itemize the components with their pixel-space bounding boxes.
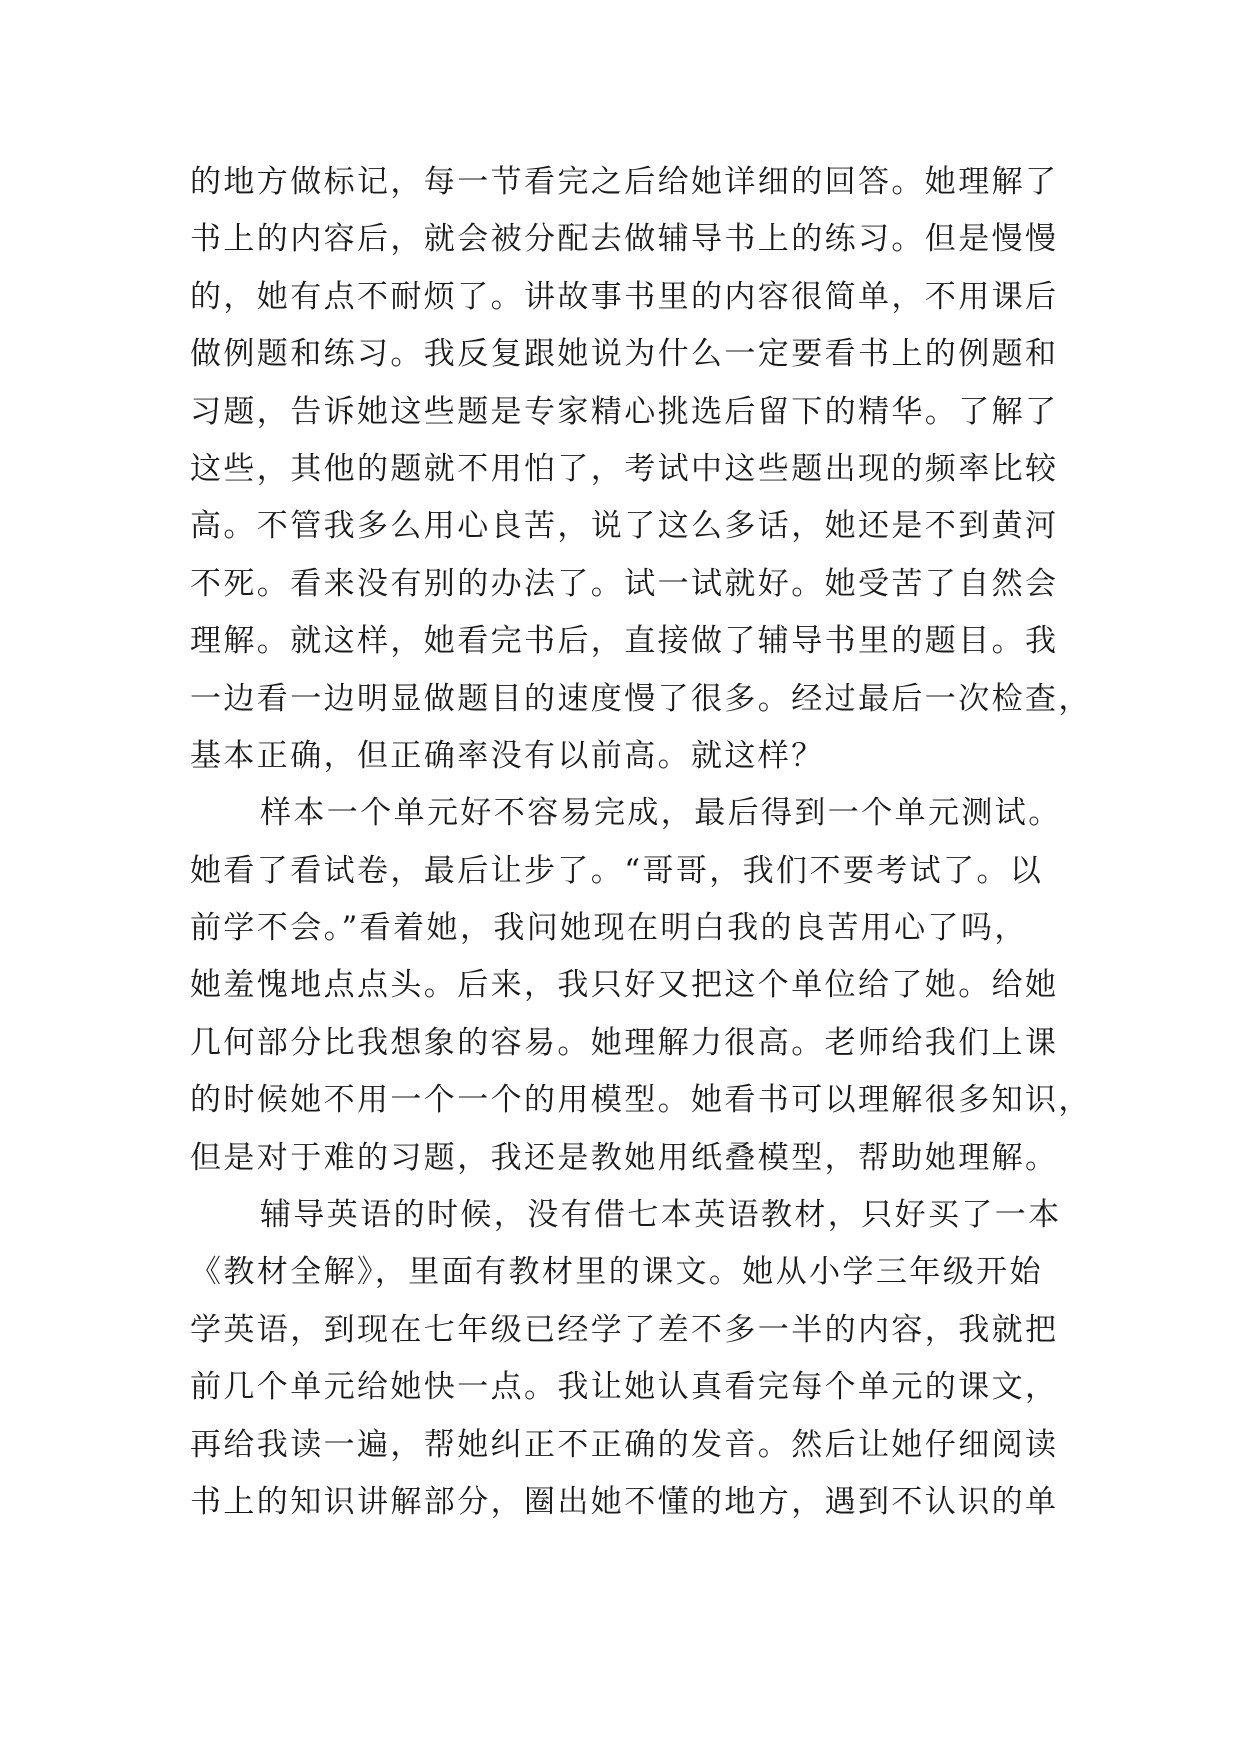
- text-line: 的地方做标记，每一节看完之后给她详细的回答。她理解了: [190, 164, 1059, 200]
- text-line: 书上的内容后，就会被分配去做辅导书上的练习。但是慢慢: [190, 221, 1059, 258]
- text-line: 书上的知识讲解部分，圈出她不懂的地方，遇到不认识的单: [190, 1483, 1059, 1520]
- text-line: 习题，告诉她这些题是专家精心挑选后留下的精华。了解了: [190, 393, 1059, 430]
- body-text: [190, 154, 1092, 1531]
- text-line: 《教材全解》，里面有教材里的课文。她从小学三年级开始: [190, 1254, 1043, 1291]
- text-line: 她羞愧地点点头。后来，我只好又把这个单位给了她。给她: [190, 967, 1059, 1004]
- text-line: 再给我读一遍，帮她纠正不正确的发音。然后让她仔细阅读: [190, 1426, 1059, 1463]
- text-line: 样本一个单元好不容易完成，最后得到一个单元测试。: [260, 795, 1062, 832]
- text-line: 学英语，到现在七年级已经学了差不多一半的内容，我就把: [190, 1311, 1059, 1348]
- text-line: 辅导英语的时候，没有借七本英语教材，只好买了一本: [260, 1197, 1062, 1234]
- text-line: 基本正确，但正确率没有以前高。就这样？: [190, 737, 825, 774]
- text-line: 的时候她不用一个一个的用模型。她看书可以理解很多知识，: [190, 1082, 1092, 1119]
- text-line: 不死。看来没有别的办法了。试一试就好。她受苦了自然会: [190, 565, 1059, 602]
- text-line: 的，她有点不耐烦了。讲故事书里的内容很简单，不用课后: [190, 278, 1059, 315]
- text-line: 理解。就这样，她看完书后，直接做了辅导书里的题目。我: [190, 623, 1059, 660]
- text-line: 但是对于难的习题，我还是教她用纸叠模型，帮助她理解。: [190, 1139, 1059, 1176]
- text-line: 前学不会。”看着她，我问她现在明白我的良苦用心了吗，: [190, 910, 1028, 947]
- text-line: 几何部分比我想象的容易。她理解力很高。老师给我们上课: [190, 1024, 1059, 1061]
- text-line: 做例题和练习。我反复跟她说为什么一定要看书上的例题和: [190, 336, 1059, 373]
- text-line: 这些，其他的题就不用怕了，考试中这些题出现的频率比较: [190, 450, 1059, 487]
- text-line: 她看了看试卷，最后让步了。“哥哥，我们不要考试了。以: [190, 852, 1044, 889]
- text-line: 前几个单元给她快一点。我让她认真看完每个单元的课文，: [190, 1369, 1059, 1406]
- text-line: 一边看一边明显做题目的速度慢了很多。经过最后一次检查，: [190, 680, 1092, 717]
- text-line: 高。不管我多么用心良苦，说了这么多话，她还是不到黄河: [190, 508, 1059, 545]
